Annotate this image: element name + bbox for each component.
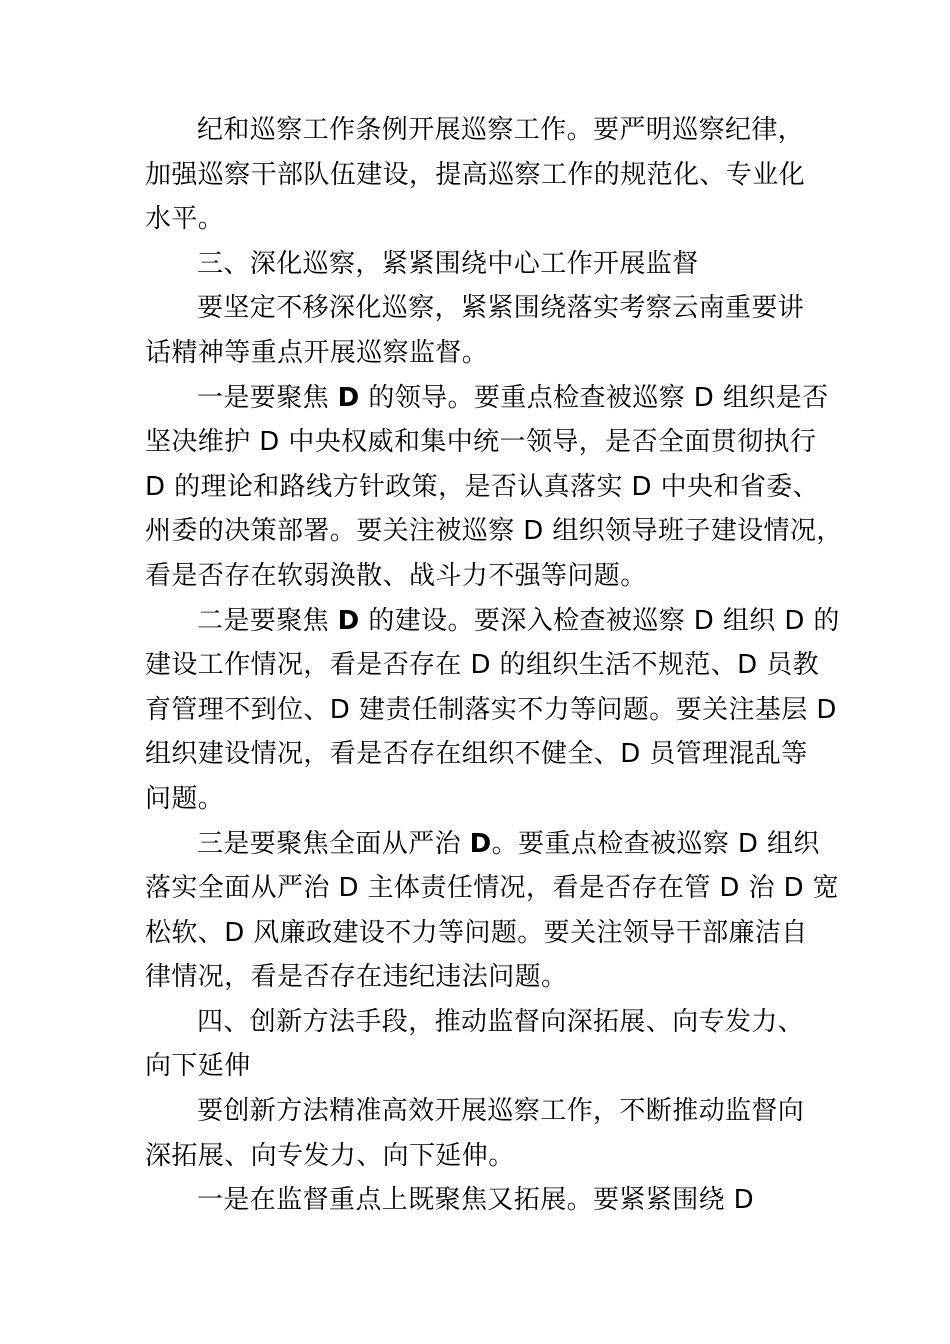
text-segment: 要创新方法精准高效开展巡察工作，不断推动监督向 (197, 1096, 805, 1127)
text-line (145, 331, 835, 376)
text-line (145, 554, 835, 599)
text-segment: 一是在监督重点上既聚焦又拓展。要紧紧围绕 D (197, 1185, 755, 1216)
text-line (145, 376, 835, 421)
text-segment: 落实全面从严治 D 主体责任情况，看是否存在管 D 治 D 宽 (145, 873, 840, 904)
text-segment: 加强巡察干部队伍建设，提高巡察工作的规范化、专业化 (145, 159, 806, 190)
text-segment: D 的理论和路线方针政策，是否认真落实 D 中央和省委、 (145, 471, 820, 502)
text-line (145, 197, 835, 242)
text-line (145, 108, 835, 153)
text-segment: 建设工作情况，看是否存在 D 的组织生活不规范、D 员教 (145, 650, 820, 681)
text-segment: 的建设。要深入检查被巡察 D 组织 D 的 (359, 605, 840, 636)
text-segment: 律情况，看是否存在违纪违法问题。 (145, 962, 568, 993)
document-body (145, 108, 843, 1223)
text-segment: 的领导。要重点检查被巡察 D 组织是否 (359, 382, 829, 413)
bold-text-segment: D (337, 605, 360, 636)
text-line (145, 420, 835, 465)
text-line (145, 1178, 835, 1223)
text-segment: 深拓展、向专发力、向下延伸。 (145, 1140, 515, 1171)
text-line (145, 465, 835, 510)
text-line (145, 1044, 835, 1089)
text-segment: 坚决维护 D 中央权威和集中统一领导，是否全面贯彻执行 (145, 427, 817, 458)
text-segment: 问题。 (145, 783, 225, 814)
text-segment: 三、深化巡察，紧紧围绕中心工作开展监督 (197, 248, 699, 279)
text-line (145, 911, 835, 956)
text-segment: 纪和巡察工作条例开展巡察工作。要严明巡察纪律， (197, 115, 805, 145)
text-line (145, 509, 843, 554)
text-segment: 育管理不到位、D 建责任制落实不力等问题。要关注基层 D (145, 694, 837, 725)
text-line (145, 1000, 835, 1045)
text-segment: 二是要聚焦 (197, 605, 338, 636)
text-line (145, 1134, 835, 1179)
text-segment: 州委的决策部署。要关注被巡察 D 组织领导班子建设情况， (145, 516, 843, 547)
text-segment: 向下延伸 (145, 1051, 251, 1082)
text-line (145, 1089, 835, 1134)
text-line (145, 777, 835, 822)
text-line (145, 242, 835, 287)
text-segment: 看是否存在软弱涣散、战斗力不强等问题。 (145, 560, 647, 591)
bold-text-segment: D (337, 382, 360, 413)
text-segment: 一是要聚焦 (197, 382, 338, 413)
text-line (145, 955, 835, 1000)
text-segment: 话精神等重点开展巡察监督。 (145, 337, 489, 368)
text-segment: 松软、D 风廉政建设不力等问题。要关注领导干部廉洁自 (145, 917, 808, 948)
text-segment: 。要重点检查被巡察 D 组织 (491, 828, 820, 859)
text-segment: 三是要聚焦全面从严治 (197, 828, 470, 859)
text-line (145, 286, 835, 331)
text-line (145, 866, 840, 911)
text-line (145, 732, 835, 777)
text-line (145, 822, 835, 867)
text-segment: 四、创新方法手段，推动监督向深拓展、向专发力、 (197, 1006, 805, 1037)
text-segment: 要坚定不移深化巡察，紧紧围绕落实考察云南重要讲 (197, 293, 805, 324)
bold-text-segment: D (469, 828, 492, 859)
text-line (145, 599, 840, 644)
text-line (145, 643, 835, 688)
text-line (145, 153, 835, 198)
text-line (145, 688, 835, 733)
text-segment: 水平。 (145, 204, 225, 235)
text-segment: 组织建设情况，看是否存在组织不健全、D 员管理混乱等 (145, 739, 808, 770)
